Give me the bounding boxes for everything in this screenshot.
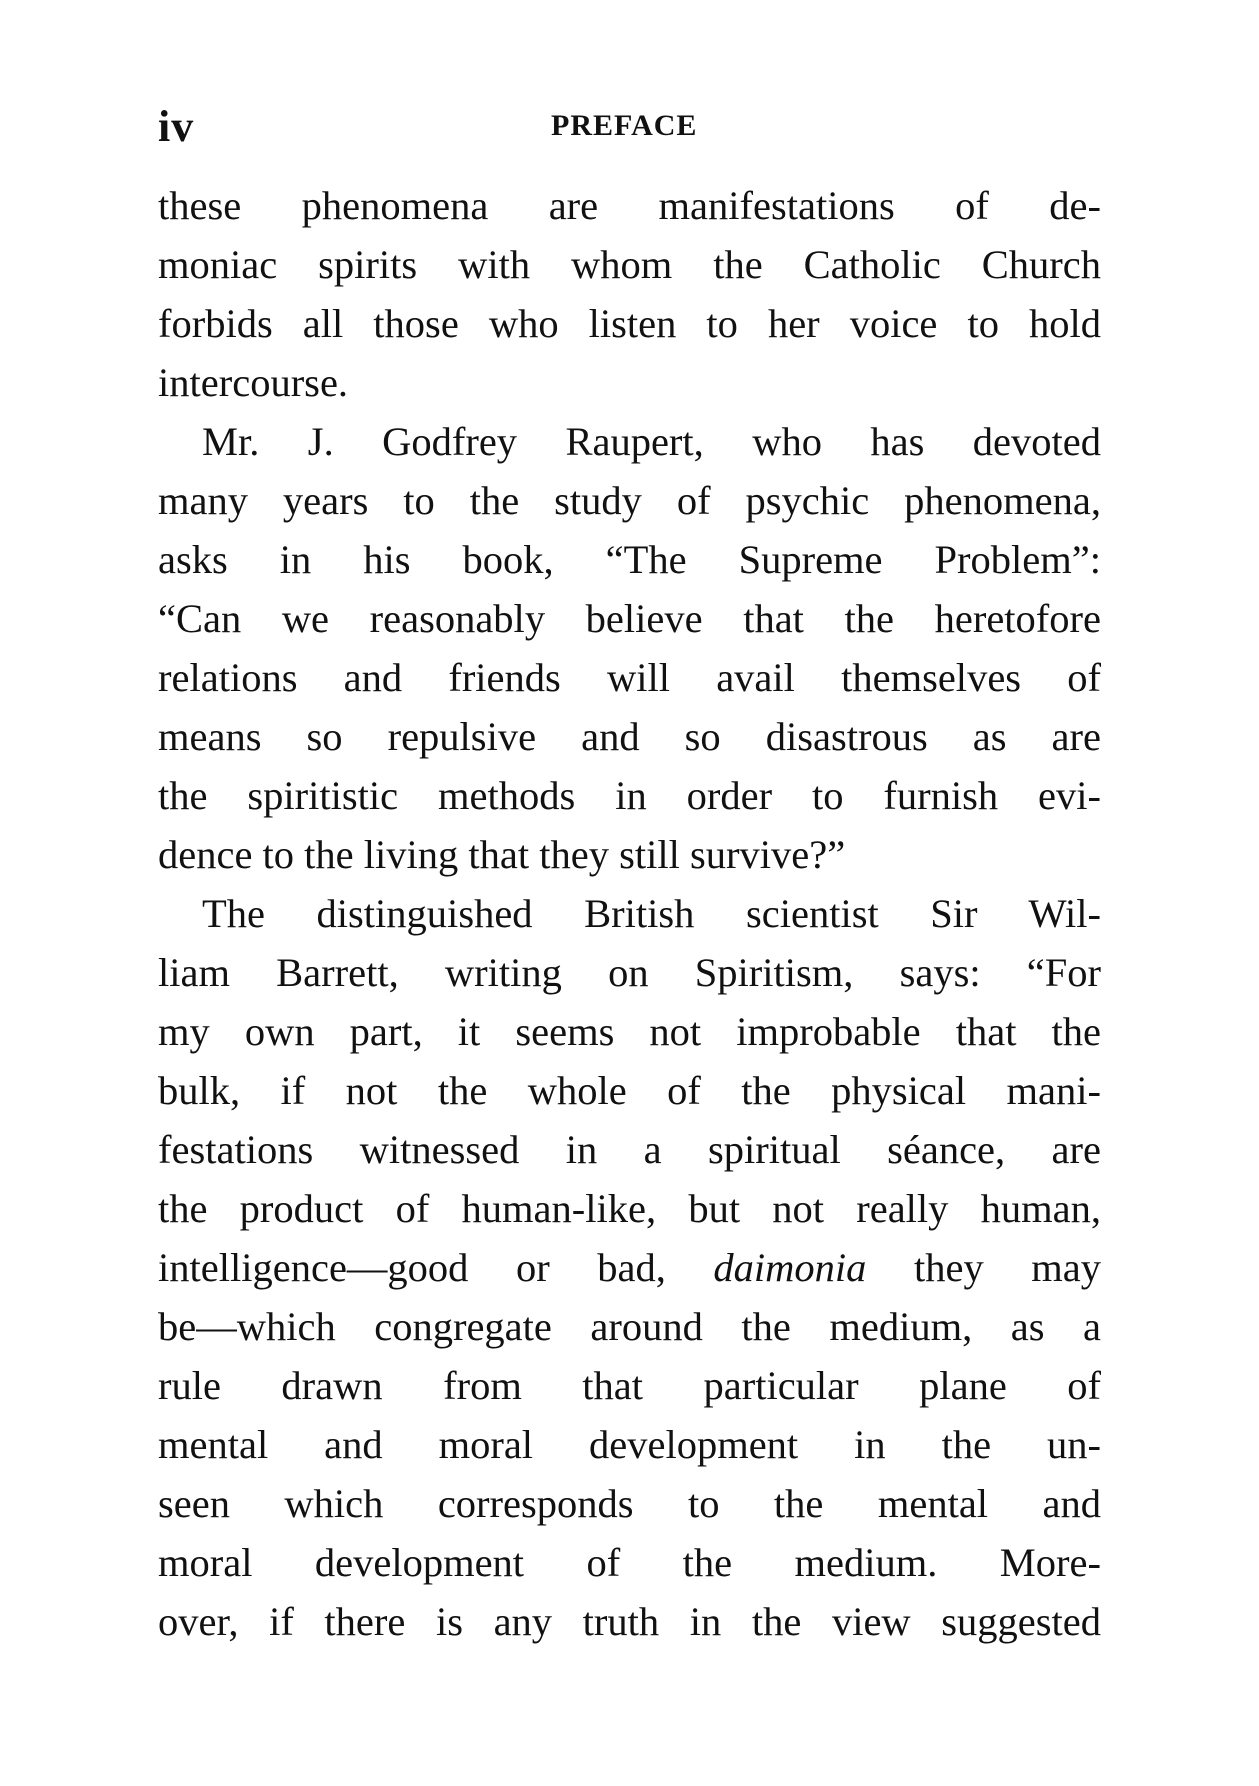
text-line: intercourse.	[158, 360, 349, 405]
text-line: seen which corresponds to the mental and	[158, 1481, 1101, 1526]
page-number: iv	[158, 102, 195, 151]
text-line: liam Barrett, writing on Spiritism, says: “For	[158, 950, 1101, 995]
text-line: The distinguished British scientist Sir Wil-	[202, 891, 1101, 936]
text-line: relations and friends will avail themselves of	[158, 655, 1101, 700]
text-line: my own part, it seems not improbable that the	[158, 1009, 1101, 1054]
text-line: moniac spirits with whom the Catholic Church	[158, 242, 1101, 287]
running-head	[158, 100, 1101, 154]
text-segment: intelligence—good or bad,	[158, 1245, 714, 1290]
text-line: the product of human-like, but not really human,	[158, 1186, 1101, 1231]
running-title: PREFACE	[551, 109, 698, 142]
text-line-with-italic	[158, 1238, 1101, 1297]
text-line: means so repulsive and so disastrous as are	[158, 714, 1101, 759]
text-line: over, if there is any truth in the view suggested	[158, 1599, 1101, 1644]
text-line: rule drawn from that particular plane of	[158, 1363, 1101, 1408]
text-segment: they may	[866, 1245, 1101, 1290]
text-line: moral development of the medium. More-	[158, 1540, 1101, 1585]
text-line: be—which congregate around the medium, as a	[158, 1304, 1101, 1349]
italic-term: daimonia	[713, 1245, 867, 1290]
text-line: asks in his book, “The Supreme Problem”:	[158, 537, 1101, 582]
body-text	[158, 176, 1101, 1651]
text-line: bulk, if not the whole of the physical mani-	[158, 1068, 1101, 1113]
text-line: Mr. J. Godfrey Raupert, who has devoted	[202, 419, 1101, 464]
text-line: these phenomena are manifestations of de-	[158, 183, 1101, 228]
text-line: “Can we reasonably believe that the heretofore	[158, 596, 1101, 641]
text-line: forbids all those who listen to her voice to hold	[158, 301, 1101, 346]
text-line: mental and moral development in the un-	[158, 1422, 1101, 1467]
text-line: dence to the living that they still survive?”	[158, 832, 846, 877]
text-line: the spiritistic methods in order to furnish evi-	[158, 773, 1101, 818]
text-line: festations witnessed in a spiritual séance, are	[158, 1127, 1101, 1172]
text-line: many years to the study of psychic phenomena,	[158, 478, 1101, 523]
